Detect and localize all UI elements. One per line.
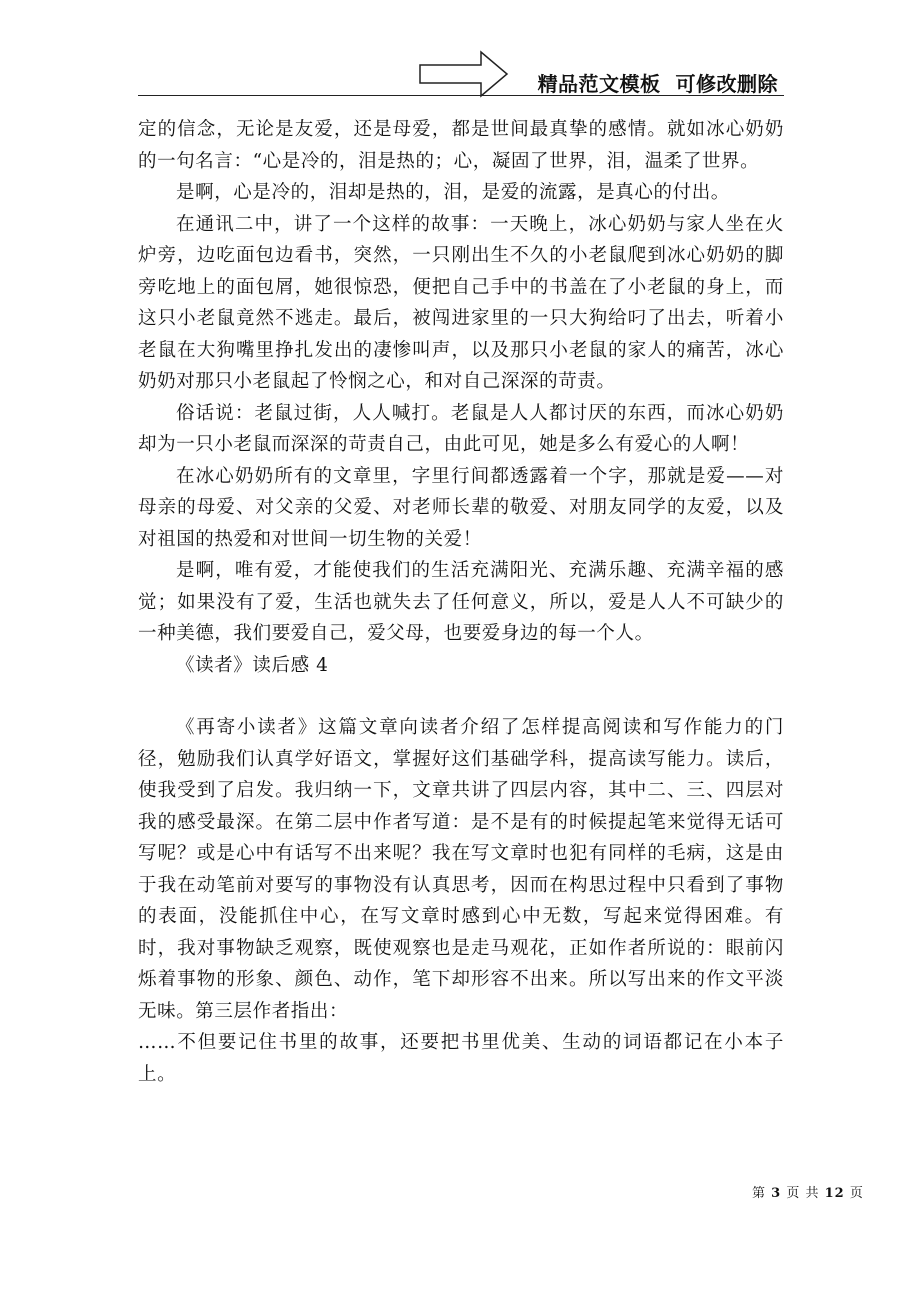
footer-middle: 页 共 xyxy=(781,1186,825,1201)
right-arrow-outline-icon xyxy=(419,50,509,98)
blank-line xyxy=(138,681,784,712)
paragraph: 俗话说：老鼠过街，人人喊打。老鼠是人人都讨厌的东西，而冰心奶奶却为一只小老鼠而深深的苛责自己，由此可见，她是多么有爱心的人啊！ xyxy=(138,402,784,455)
section-heading: 《读者》读后感 4 xyxy=(176,654,329,676)
paragraph-continued: 定的信念，无论是友爱，还是母爱，都是世间最真挚的感情。就如冰心奶奶的一句名言：“心是冷的，泪是热的；心，凝固了世界，泪，温柔了世界。 xyxy=(138,119,784,172)
footer-prefix: 第 xyxy=(752,1186,772,1201)
paragraph: 是啊，心是冷的，泪却是热的，泪，是爱的流露，是真心的付出。 xyxy=(176,182,730,203)
paragraph: 在冰心奶奶所有的文章里，字里行间都透露着一个字，那就是爱——对母亲的母爱、对父亲的父爱、对老师长辈的敬爱、对朋友同学的友爱，以及对祖国的热爱和对世间一切生物的关爱！ xyxy=(138,465,784,550)
paragraph: 在通讯二中，讲了一个这样的故事：一天晚上，冰心奶奶与家人坐在火炉旁，边吃面包边看书，突然，一只刚出生不久的小老鼠爬到冰心奶奶的脚旁吃地上的面包屑，她很惊恐，便把自己手中的书盖在了小老鼠的身上，而这只小老鼠竟然不逃走。最后，被闯进家里的一只大狗给叼了出去，听着小老鼠在大狗嘴里挣扎发出的凄惨叫声，以及那只小老鼠的家人的痛苦，冰心奶奶对那只小老鼠起了怜悯之心，和对自己深深的苛责。 xyxy=(138,213,784,392)
paragraph: 《再寄小读者》这篇文章向读者介绍了怎样提高阅读和写作能力的门径，勉励我们认真学好语文，掌握好这们基础学科，提高读写能力。读后，使我受到了启发。我归纳一下，文章共讲了四层内容，其中二、三、四层对我的感受最深。在第二层中作者写道：是不是有的时候提起笔来觉得无话可写呢？或是心中有话写不出来呢？我在写文章时也犯有同样的毛病，这是由于我在动笔前对要写的事物没有认真思考，因而在构思过程中只看到了事物的表面，没能抓住中心，在写文章时感到心中无数，写起来觉得困难。有时，我对事物缺乏观察，既使观察也是走马观花，正如作者所说的：眼前闪烁着事物的形象、颜色、动作，笔下却形容不出来。所以写出来的作文平淡无味。第三层作者指出： xyxy=(138,717,784,1022)
header-divider xyxy=(138,95,784,96)
page-header xyxy=(138,50,784,100)
header-title: 精品范文模板 可修改删除 xyxy=(537,72,778,96)
paragraph: 是啊，唯有爱，才能使我们的生活充满阳光、充满乐趣、充满辛福的感觉；如果没有了爱，生活也就失去了任何意义，所以，爱是人人不可缺少的一种美德，我们要爱自己，爱父母，也要爱身边的每一个人。 xyxy=(138,560,784,644)
document-body xyxy=(138,114,784,1090)
total-page-count: 12 xyxy=(824,1186,845,1201)
footer-suffix: 页 xyxy=(844,1186,864,1201)
page-number-footer xyxy=(752,1182,864,1201)
paragraph-ellipsis-line: ……不但要记住书里的故事，还要把书里优美、生动的词语都记在小本子上。 xyxy=(138,1032,784,1085)
current-page-number: 3 xyxy=(771,1186,782,1201)
